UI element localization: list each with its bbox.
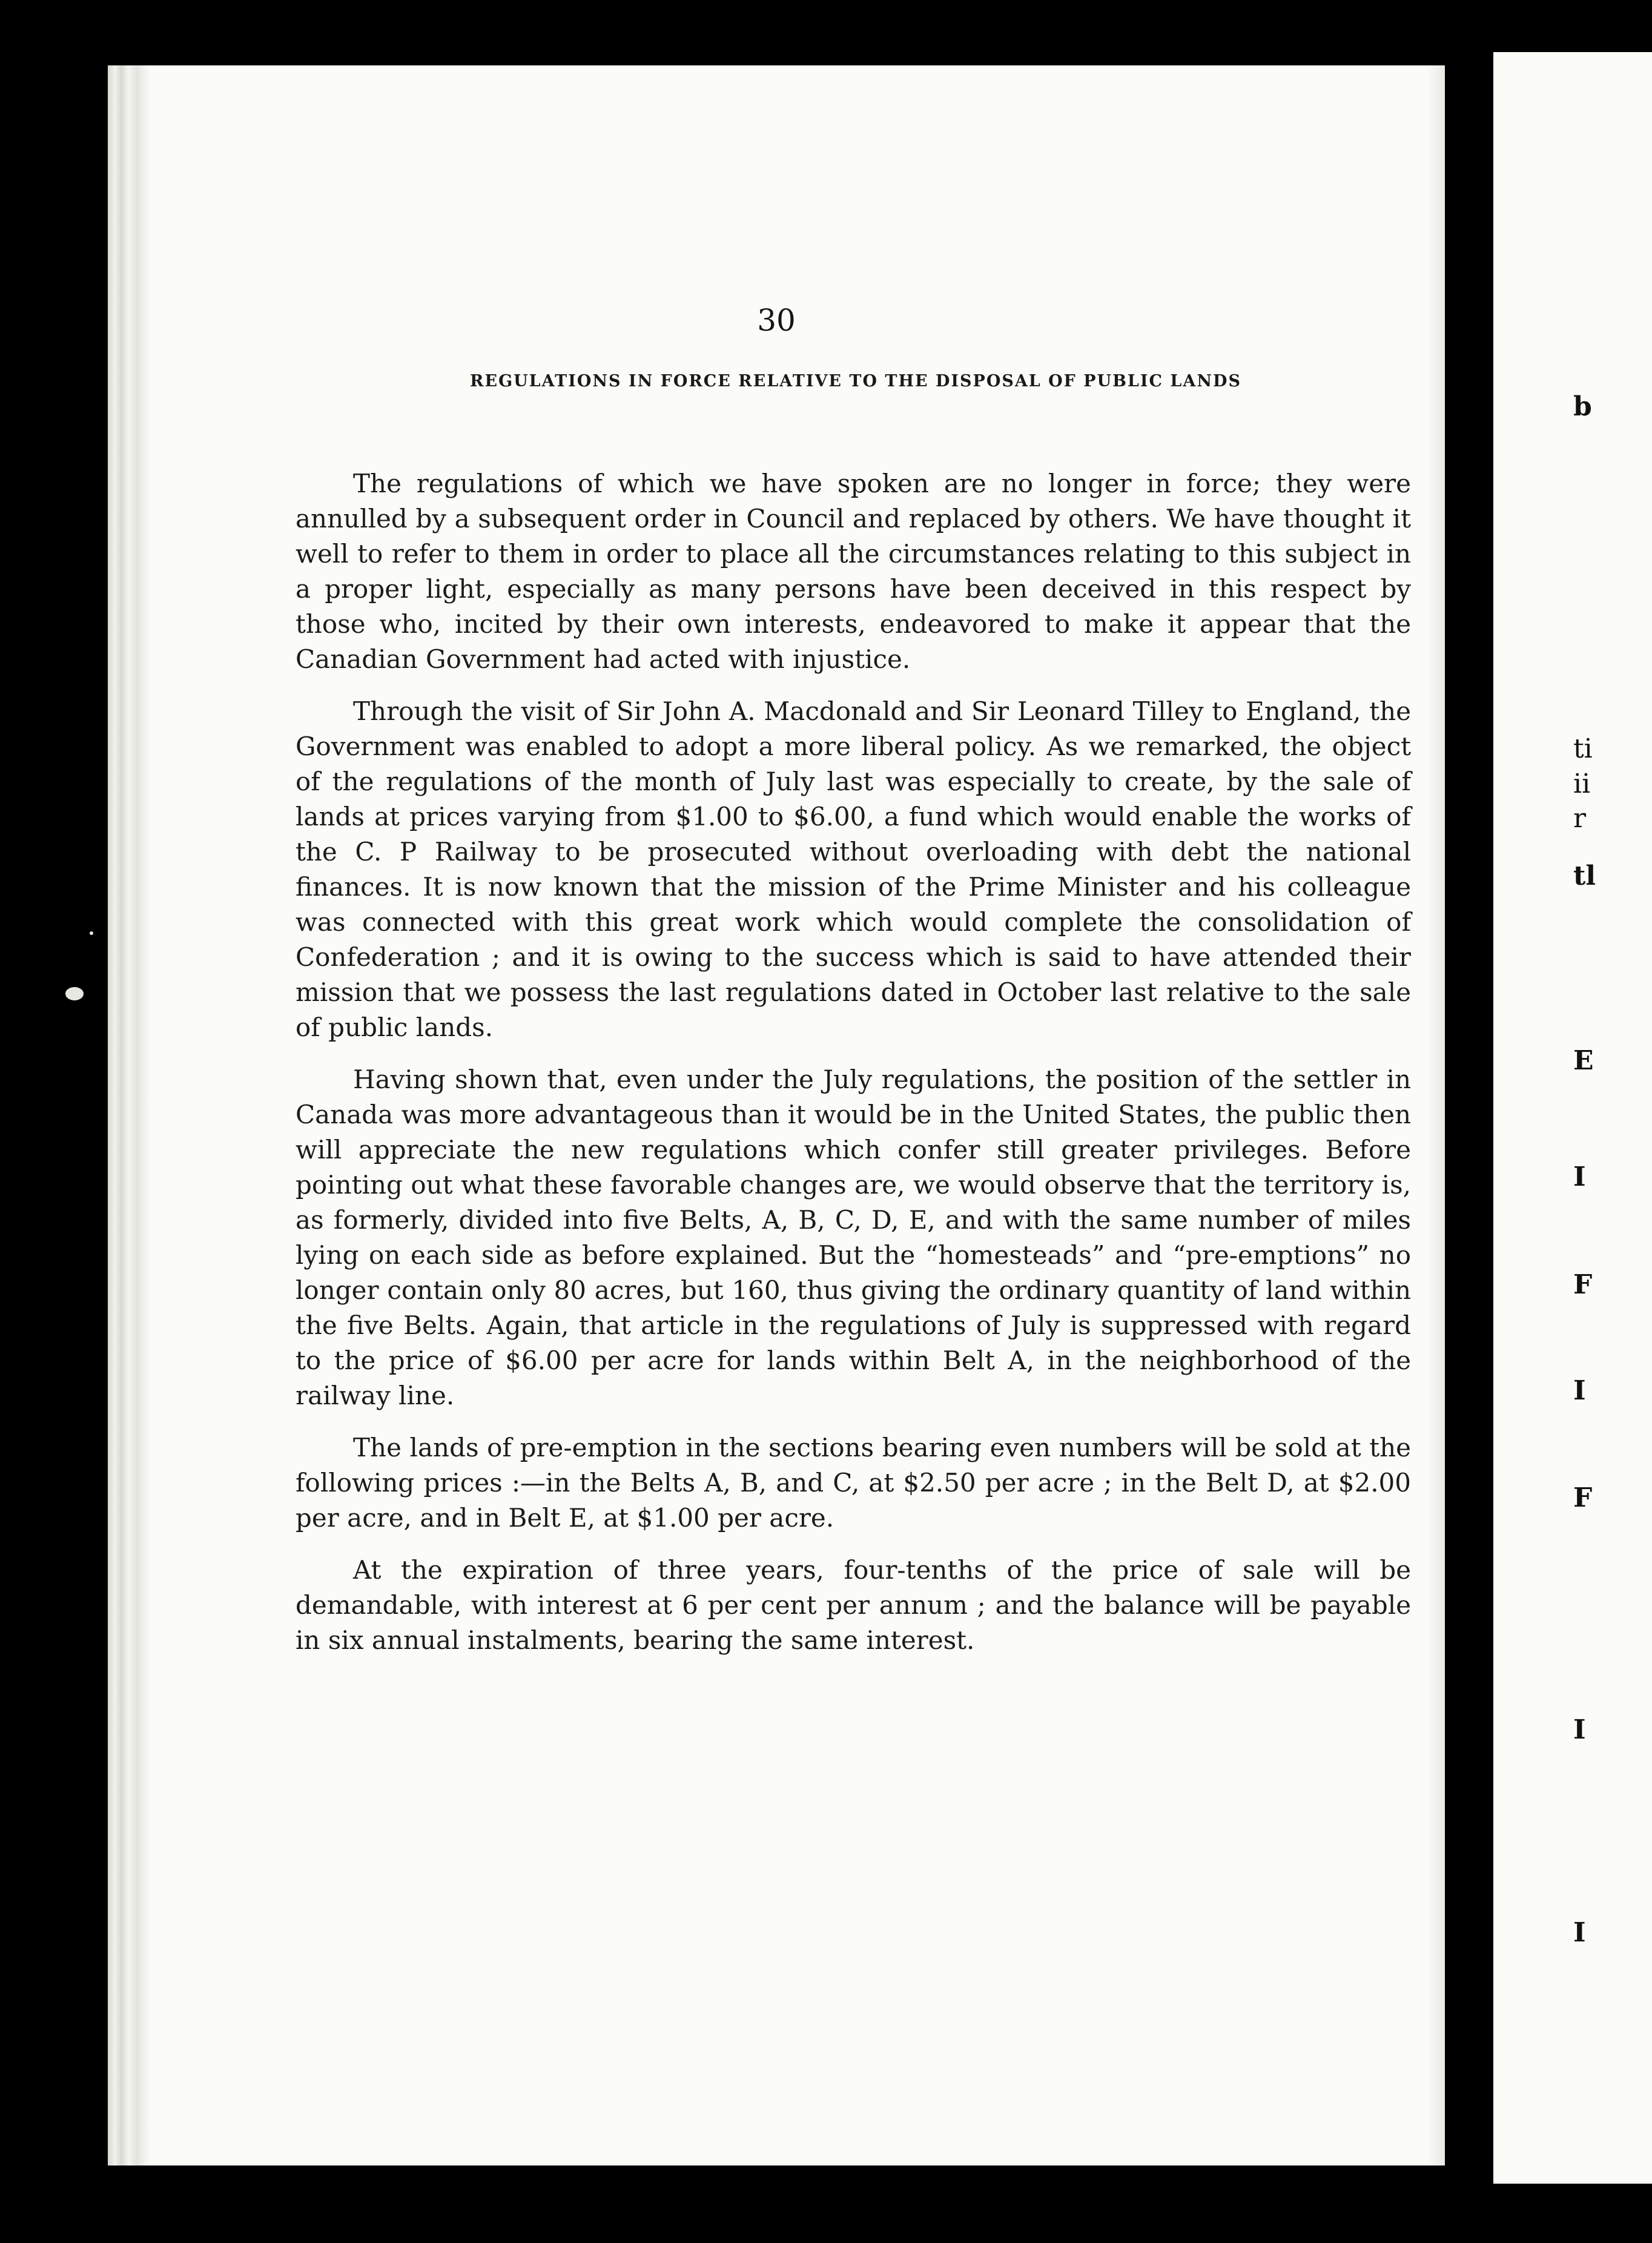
facing-page-fragment: ti [1573,733,1593,764]
gutter-shadow [1427,65,1445,2165]
book-page [108,65,1445,2165]
paragraph: At the expiration of three years, four-tenths of the price of sale will be demandable, with interest at 6 per cent per annum ; and the balance will be payable in six annual instalments, bearing the same interest. [296,1555,1411,1655]
facing-page-fragment: b [1573,391,1592,422]
facing-page-fragment: ii [1573,768,1591,799]
paragraph: Having shown that, even under the July regulations, the position of the settler in Canada was more advantageous than it would be in the United States, the public then will appreciate the new regulations which confer still greater privileges. Before pointing out what these favorable changes are, we would observe that the territory is, as formerly, divided into five Belts, A, B, C, D, E, and with the same number of miles lying on each side as before explained. But the “homesteads” and “pre-emptions” no longer contain only 80 acres, but 160, thus giving the ordinary quantity of land within the five Belts. Again, that article in the regulations of July is suppressed with regard to the price of $6.00 per acre for lands within Belt A, in the neighborhood of the railway line. [296,1065,1411,1410]
scan-artifact [65,987,84,1000]
scan-artifact [90,931,93,935]
page-number: 30 [757,303,796,338]
facing-page-fragment: F [1573,1482,1593,1513]
body-text [296,466,1411,1675]
facing-page-fragment: F [1573,1269,1593,1300]
paragraph: Through the visit of Sir John A. Macdonald and Sir Leonard Tilley to England, the Government was enabled to adopt a more liberal policy. As we remarked, the object of the regulations of the month of July last was especially to create, by the sale of lands at prices varying from $1.00 to $6.00, a fund which would enable the works of the C. P Railway to be prosecuted without overloading with debt the national finances. It is now known that the mission of the Prime Minister and his colleague was connected with this great work which would complete the consolidation of Confederation ; and it is owing to the success which is said to have attended their mission that we possess the last regulations dated in October last relative to the sale of public lands. [296,696,1411,1042]
facing-page-fragment: I [1573,1714,1586,1745]
facing-page-fragment: I [1573,1375,1586,1406]
facing-page-fragment: r [1573,803,1587,834]
facing-page-fragment: I [1573,1917,1586,1948]
running-head: REGULATIONS IN FORCE RELATIVE TO THE DISPOSAL OF PUBLIC LANDS [470,372,1241,391]
page-edge-shadow [108,65,150,2165]
facing-page-fragment: E [1573,1045,1594,1076]
facing-page-fragment: tl [1573,861,1596,891]
facing-page [1493,52,1652,2184]
paragraph: The lands of pre-emption in the sections bearing even numbers will be sold at the following prices :—in the Belts A, B, and C, at $2.50 per acre ; in the Belt D, at $2.00 per acre, and in Belt E, at $1.00 per acre. [296,1433,1411,1533]
paragraph: The regulations of which we have spoken are no longer in force; they were annulled by a subsequent order in Council and replaced by others. We have thought it well to refer to them in order to place all the circumstances relating to this subject in a proper light, especially as many persons have been deceived in this respect by those who, incited by their own interests, endeavored to make it appear that the Canadian Government had acted with injustice. [296,469,1411,674]
facing-page-fragment: I [1573,1161,1586,1192]
